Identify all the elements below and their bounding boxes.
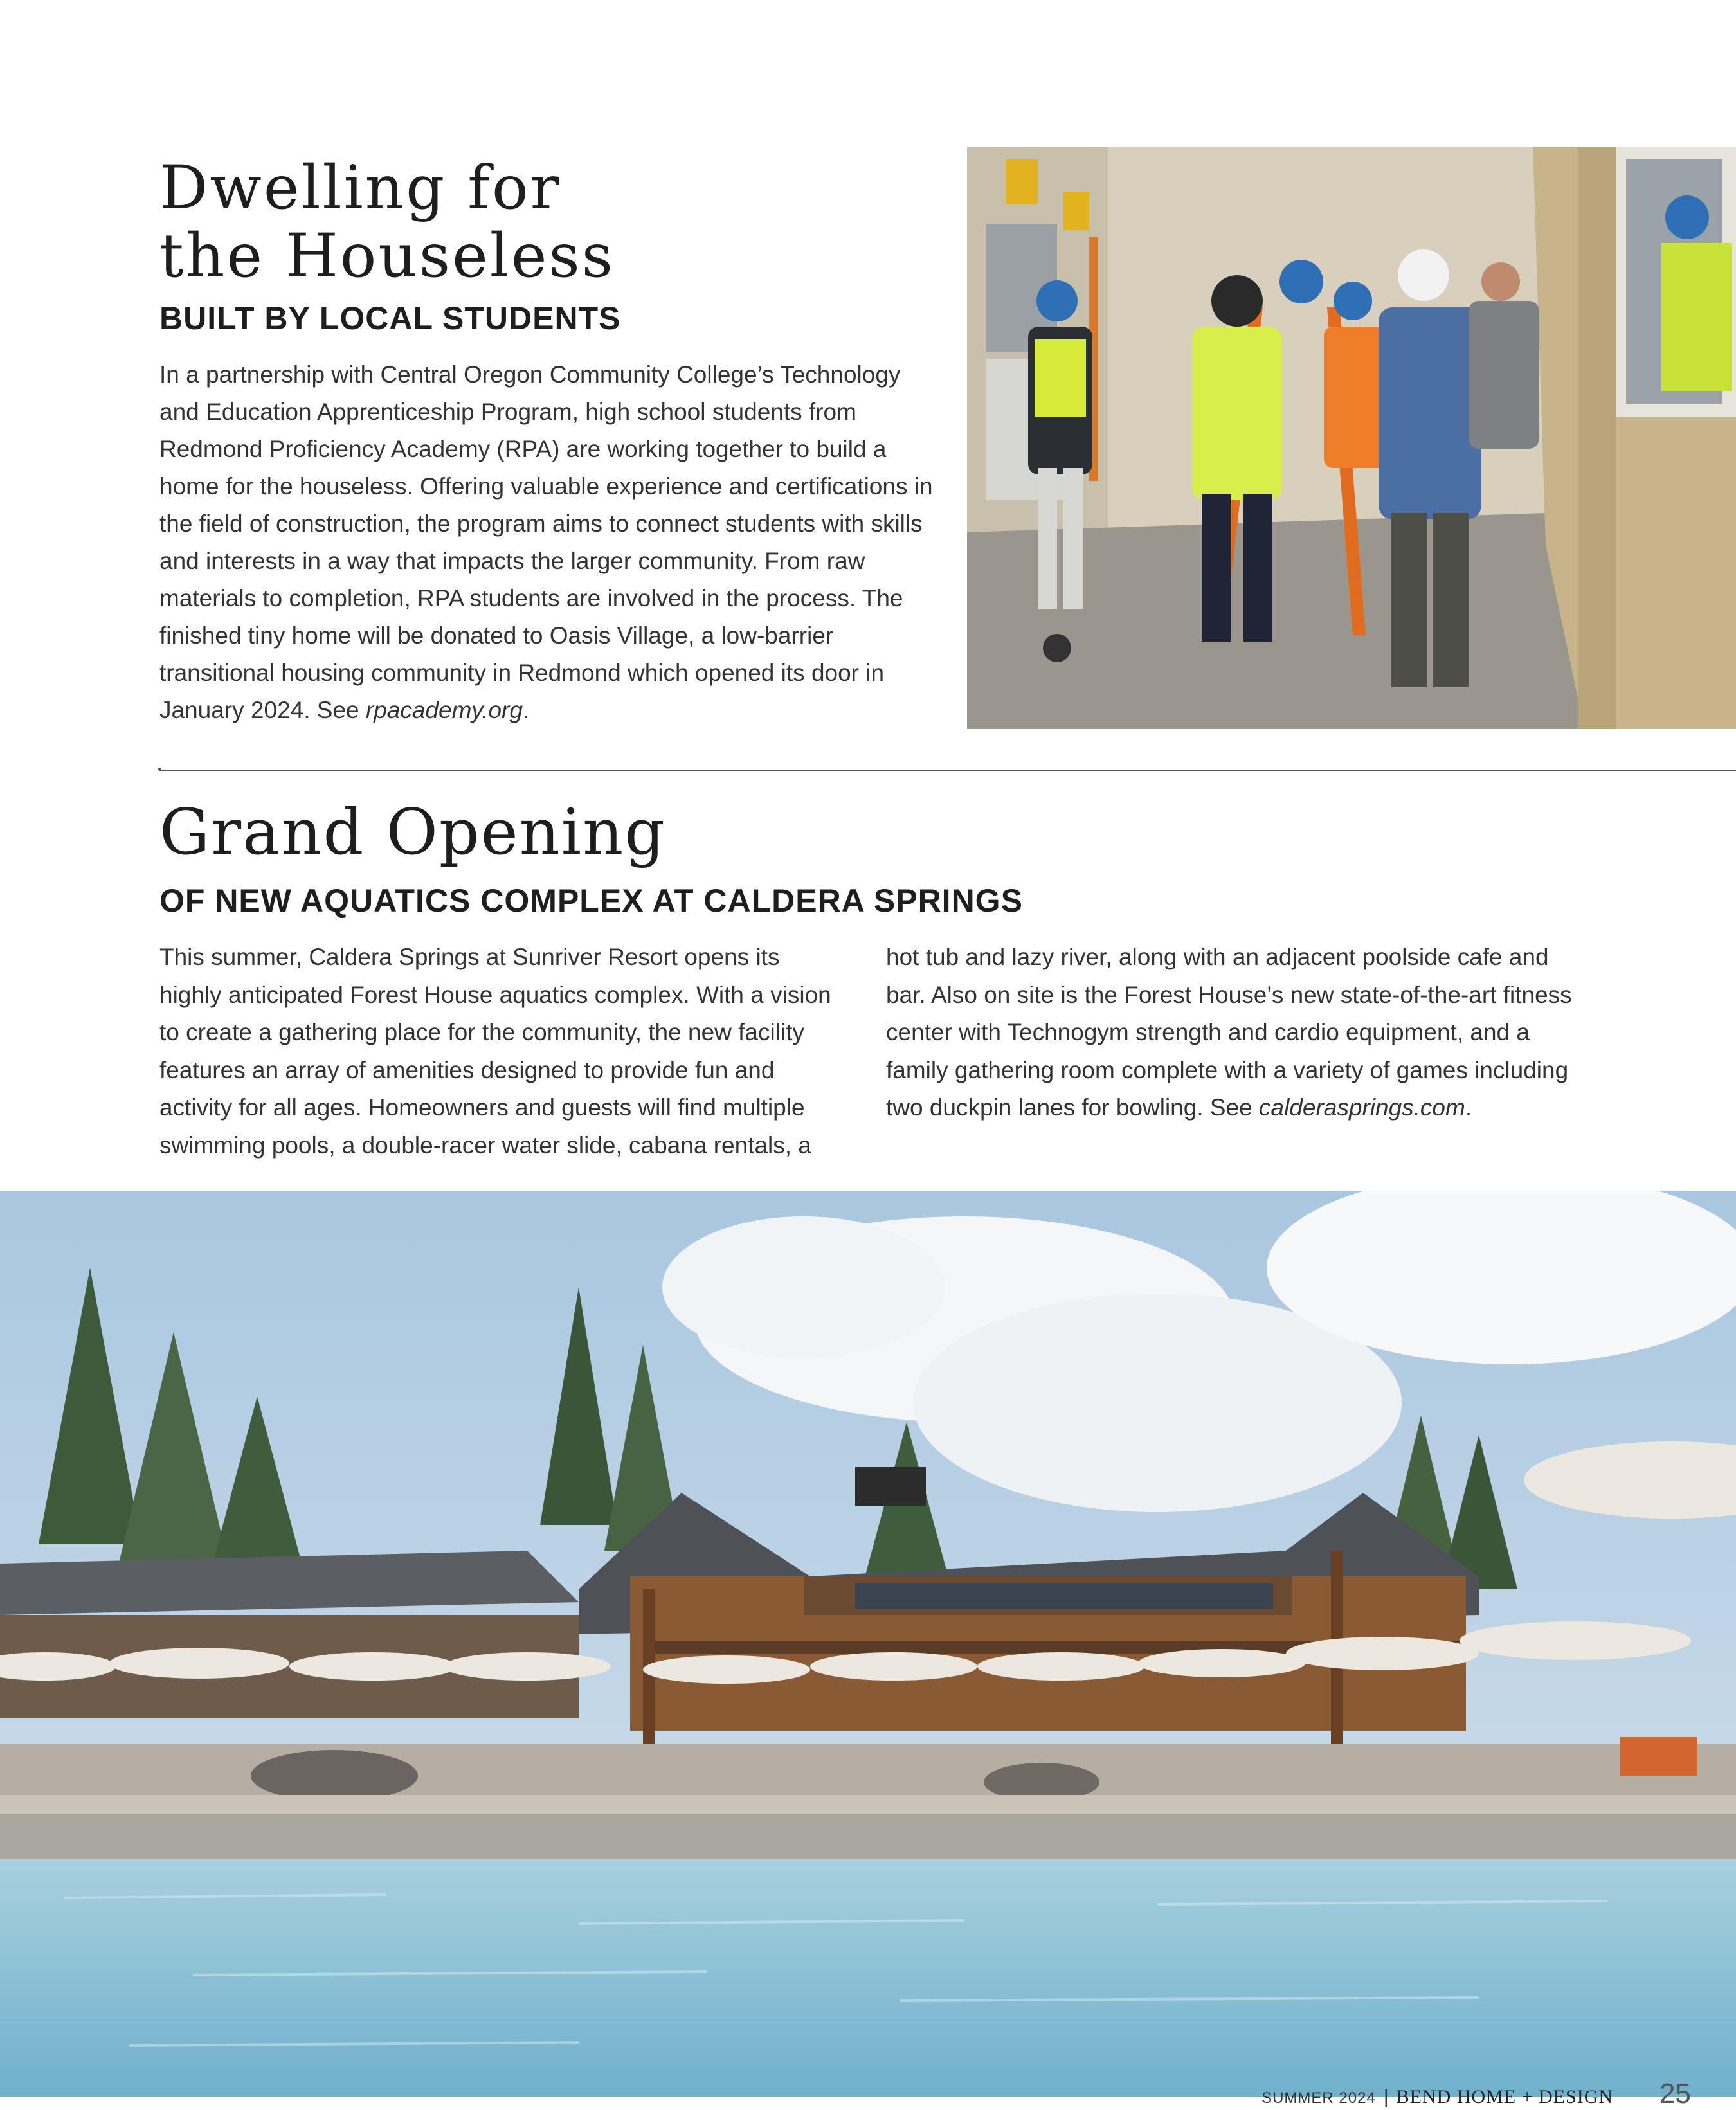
article-2-title: Grand Opening xyxy=(159,796,666,869)
magazine-name: BEND HOME + DESIGN xyxy=(1396,2086,1614,2107)
article-2-body xyxy=(159,939,1574,1170)
page-number: 25 xyxy=(1659,2078,1691,2109)
issue-season: SUMMER 2024 xyxy=(1261,2089,1376,2107)
article-1-body xyxy=(159,356,943,729)
title-line-2: the Houseless xyxy=(159,221,615,291)
article-1-title xyxy=(159,154,931,291)
page-footer xyxy=(1261,2078,1691,2109)
students-construction-photo xyxy=(967,147,1736,729)
calderasprings-link[interactable]: calderasprings.com xyxy=(1259,1094,1465,1121)
rpacademy-link[interactable]: rpacademy.org xyxy=(365,697,523,723)
section-divider xyxy=(159,770,1736,771)
aquatics-complex-photo xyxy=(0,1191,1736,2097)
article-1-end: . xyxy=(522,697,530,723)
article-2-end: . xyxy=(1465,1094,1472,1121)
folio-separator: | xyxy=(1383,2086,1389,2107)
article-1-body-text: In a partnership with Central Oregon Community College’s Technology and Education Apprenticeship Program, high school students from Redmond Proficiency Academy (RPA) are working together to build a home for the houseless. Offering valuable experience and certifications in the field of construction, the program aims to connect students with skills and interests in a way that impacts the larger community. From raw materials to completion, RPA students are involved in the process. The finished tiny home will be donated to Oasis Village, a low-barrier transitional housing community in Redmond which opened its door in January 2024. See xyxy=(159,361,933,723)
article-1-subhead: BUILT BY LOCAL STUDENTS xyxy=(159,300,621,336)
divider-dot xyxy=(158,768,161,770)
article-2-body-text: This summer, Caldera Springs at Sunriver Resort opens its highly anticipated Forest House aquatics complex. With a vision to create a gathering place for the community, the new facility features an array of amenities designed to provide fun and activity for all ages. Homeowners and guests will find multiple swimming pools, a double-racer water slide, cabana rentals, a hot tub and lazy river, along with an adjacent poolside cafe and bar. Also on site is the Forest House’s new state-of-the-art fitness center with Technogym strength and cardio equipment, and a family gathering room complete with a variety of games including two duckpin lanes for bowling. See xyxy=(159,944,1572,1159)
article-2-subhead: OF NEW AQUATICS COMPLEX AT CALDERA SPRINGS xyxy=(159,883,1023,919)
title-line-1: Dwelling for xyxy=(159,153,561,223)
